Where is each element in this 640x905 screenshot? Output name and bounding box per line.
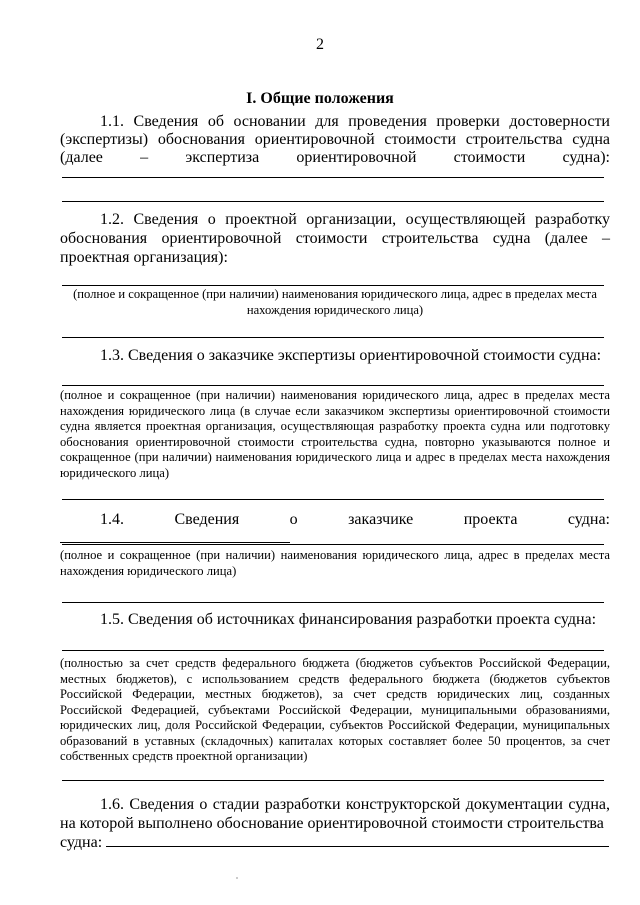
fill-line-inline[interactable] [106,834,609,847]
fill-line[interactable] [62,544,604,545]
page-number: 2 [316,36,324,53]
section-1-3-text: 1.3. Сведения о заказчике экспертизы ориентировочной стоимости судна: [100,347,602,364]
fill-line[interactable] [62,780,604,781]
section-1-1-line1: 1.1. Сведения об основании для проведения проверки достоверности [100,113,610,130]
fill-line-inline[interactable] [60,530,290,543]
section-1-6-text: 1.6. Сведения о стадии разработки конструкторской документации судна, на которой выполнено обоснование ориентировочной стоимости строительства [60,796,610,832]
section-title: I. Общие положения [246,90,394,107]
fill-line[interactable] [62,285,604,286]
section-1-3-note: (полное и сокращенное (при наличии) наименования юридического лица, адрес в пределах места нахождения юридического лица (в случае если заказчиком экспертизы ориентировочной стоимости судна является проектная организация, осуществляющая разработку проекта судна или подготовку обоснования ориентировочной стоимости строительства судна, повторно указываются полное и сокращенное (при наличии) наименования юридического лица и адрес в пределах места нахождения юридического лица) [60,388,610,480]
fill-line[interactable] [62,385,604,386]
scan-speck [236,877,238,879]
fill-line[interactable] [62,499,604,500]
fill-line[interactable] [62,602,604,603]
section-1-6-last: судна: [60,833,610,852]
fill-line[interactable] [62,201,604,202]
section-1-5-note: (полностью за счет средств федерального бюджета (бюджетов субъектов Российской Федерации, местных бюджетов), с использованием средств федерального бюджета (бюджетов субъектов Российской Федерации, местных бюджетов), за счет средств юридических лиц, созданных Российской Федерацией, субъектами Российской Федерации, муниципальными образованиями, юридических лиц, доля Российской Федерации, субъектов Российской Федерации, муниципальных образований в уставных (складочных) капиталах которых составляет более 50 процентов, за счет собственных средств проектной организации) [60,656,610,763]
section-1-1-line2: (экспертизы) обоснования ориентировочной стоимости строительства судна [60,131,610,148]
fill-line[interactable] [62,177,604,178]
section-1-2-note: (полное и сокращенное (при наличии) наименования юридического лица, адрес в пределах места нахождения юридического лица) [73,287,597,317]
section-1-5-text: 1.5. Сведения об источниках финансирования разработки проекта судна: [100,611,597,628]
fill-line[interactable] [62,650,604,651]
section-1-2-text: 1.2. Сведения о проектной организации, осуществляющей разработку обоснования ориентировочной стоимости строительства судна (далее – проектная организация): [60,211,610,266]
fill-line[interactable] [62,337,604,338]
section-1-4-text: 1.4. Сведения о заказчике проекта судна: [60,510,610,548]
section-1-1-line3: (далее – экспертиза ориентировочной стоимости судна): [60,149,610,166]
section-1-4-note: (полное и сокращенное (при наличии) наименования юридического лица, адрес в пределах места нахождения юридического лица) [60,548,610,578]
